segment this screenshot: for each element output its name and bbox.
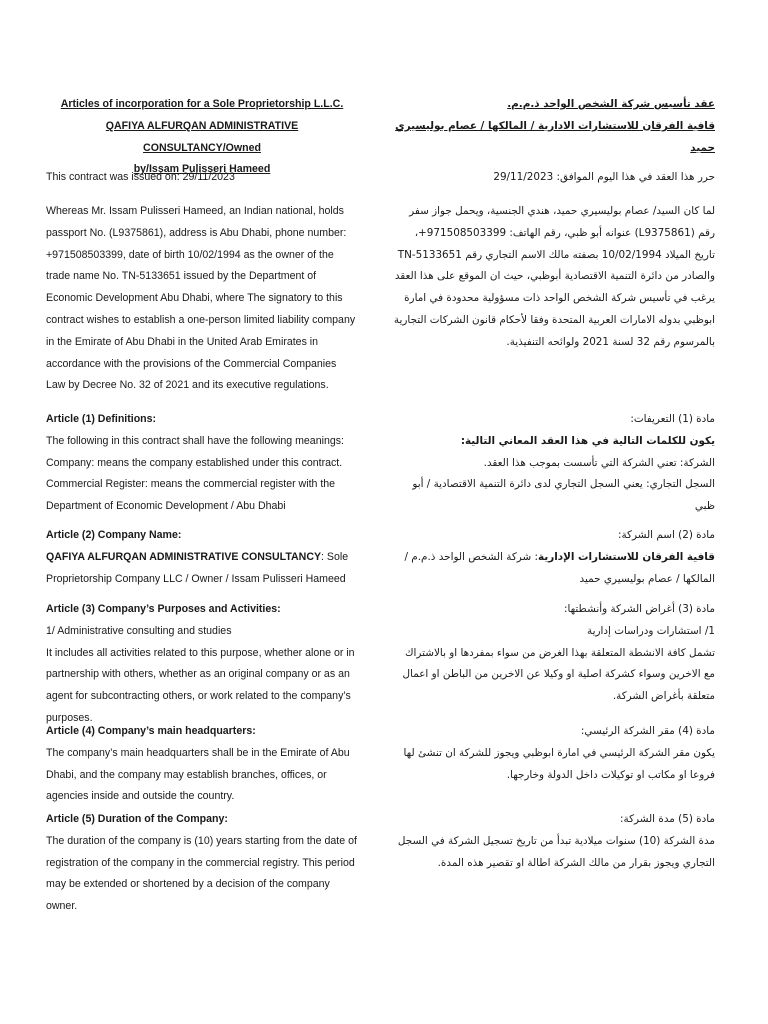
- en-article-3: [46, 599, 358, 730]
- en-article-4-heading: Article (4) Company’s main headquarters:: [46, 725, 256, 737]
- ar-article-1-line1: يكون للكلمات التالية في هذا العقد المعاني التالية:: [460, 434, 715, 447]
- en-article-3-line2: It includes all activities related to this purpose, whether alone or in partnership with others, whether as an original company or as an agent for subcontracting others, or work related to the company’s purposes.: [46, 646, 355, 724]
- ar-article-3-line1: 1/ استشارات ودراسات إدارية: [587, 624, 715, 637]
- ar-article-4-heading: مادة (4) مقر الشركة الرئيسي:: [580, 725, 715, 737]
- en-article-1: [46, 409, 358, 518]
- ar-article-3: [393, 599, 715, 708]
- en-article-5-line1: The duration of the company is (10) years starting from the date of registration of the company in the commercial registry. This period may be extended or shortened by a decision of the company owner.: [46, 834, 357, 913]
- ar-article-4: [393, 721, 715, 786]
- en-article-3-line1: 1/ Administrative consulting and studies: [46, 624, 232, 637]
- en-article-1-line2: Company: means the company established under this contract.: [46, 456, 343, 469]
- ar-article-1-line2: الشركة: تعني الشركة التي تأسست بموجب هذا العقد.: [483, 456, 715, 469]
- en-issued-date: This contract was issued on: 29/11/2023: [46, 171, 235, 183]
- ar-title-line1: عقد تأسيس شركة الشخص الواحد ذ.م.م.: [507, 98, 715, 110]
- en-article-2-body: [46, 547, 358, 591]
- ar-article-5: [393, 809, 715, 874]
- en-article-2-heading: Article (2) Company Name:: [46, 529, 182, 541]
- en-article-4: [46, 721, 358, 808]
- ar-title: [393, 94, 715, 159]
- en-company-name-rest: : Sole Proprietorship Company LLC / Owner / Issam Pulisseri Hameed: [46, 550, 349, 585]
- en-title-line3: by/Issam Pulisseri Hameed: [133, 163, 271, 176]
- ar-issued-date: حرر هذا العقد في هذا اليوم الموافق: 29/11/2023: [493, 171, 715, 183]
- ar-article-3-line2: تشمل كافة الانشطة المتعلقة بهذا الغرض من سواء بمفردها او بالاشتراك مع الاخرين وسواء كشركة اصلية او وكيلا عن الاخرين من الباطن او اعمال متعلقة بأغراض الشركة.: [402, 646, 715, 703]
- ar-article-2: [393, 525, 715, 590]
- en-article-1-line3: Commercial Register: means the commercial register with the Department of Economic Development / Abu Dhabi: [46, 478, 336, 513]
- ar-title-line2: قافية الفرقان للاستشارات الادارية / المالكها / عصام بوليسيري حميد: [395, 119, 715, 154]
- ar-article-1: [393, 409, 715, 518]
- ar-company-name-rest: : شركة الشخص الواحد ذ.م.م / المالكها / عصام بوليسيري حميد: [404, 550, 715, 585]
- ar-article-1-heading: مادة (1) التعريفات:: [630, 413, 715, 425]
- en-article-4-line1: The company’s main headquarters shall be in the Emirate of Abu Dhabi, and the company may establish branches, offices, or agencies inside and outside the country.: [46, 746, 350, 803]
- ar-article-3-heading: مادة (3) أغراض الشركة وأنشطتها:: [563, 603, 715, 615]
- en-title-line2: QAFIYA ALFURQAN ADMINISTRATIVE CONSULTANCY/Owned: [105, 119, 299, 154]
- ar-article-4-line1: يكون مقر الشركة الرئيسي في امارة ابوظبي ويجوز للشركة ان تنشئ لها فروعا او مكاتب او توكيلات داخل الدولة وخارجها.: [403, 746, 715, 781]
- ar-company-name: قافية الفرقان للاستشارات الإدارية: [538, 550, 715, 563]
- ar-article-1-line3: السجل التجاري: يعني السجل التجاري لدى دائرة التنمية الاقتصادية / أبو ظبي: [412, 478, 715, 513]
- en-company-name: QAFIYA ALFURQAN ADMINISTRATIVE CONSULTANCY: [46, 550, 322, 563]
- en-whereas-paragraph: Whereas Mr. Issam Pulisseri Hameed, an Indian national, holds passport No. (L9375861), address is Abu Dhabi, phone number: +971508503399, date of birth 10/02/1994 as the owner of the trade name No. TN-5133651 issued by the Department of Economic Development Abu Dhabi, where The signatory to this contract wishes to establish a one-person limited liability company in the Emirate of Abu Dhabi in the United Arab Emirates in accordance with the provisions of the Commercial Companies Law by Decree No. 32 of 2021 and its executive regulations.: [46, 205, 356, 392]
- en-title-line1: Articles of incorporation for a Sole Proprietorship L.L.C.: [60, 98, 344, 110]
- en-article-5-heading: Article (5) Duration of the Company:: [46, 813, 228, 825]
- en-article-3-heading: Article (3) Company’s Purposes and Activities:: [46, 603, 281, 615]
- en-article-1-heading: Article (1) Definitions:: [46, 413, 157, 425]
- ar-article-5-line1: مدة الشركة (10) سنوات ميلادية تبدأ من تاريخ تسجيل الشركة في السجل التجاري ويجوز بقرار من مالك الشركة اطالة او تقصير هذه المدة.: [397, 834, 715, 869]
- ar-whereas-paragraph: لما كان السيد/ عصام بوليسيري حميد، هندي الجنسية، ويحمل جواز سفر رقم (L9375861) عنوانه أبو ظبي، رقم الهاتف: 971508503399+، تاريخ الميلاد 10/02/1994 بصفته مالك الاسم التجاري رقم TN-5133651 والصادر من دائرة التنمية الاقتصادية أبوظبي، حيث ان الموقع على هذا العقد يرغب في تأسيس شركة الشخص الواحد ذات مسؤولية محدودة في امارة ابوظبي بدوله الامارات العربية المتحدة وفقا لأحكام قانون الشركات التجارية بالمرسوم رقم 32 لسنة 2021 ولوائحه التنفيذية.: [393, 205, 715, 348]
- ar-article-2-heading: مادة (2) اسم الشركة:: [617, 529, 715, 541]
- en-article-5: [46, 809, 358, 918]
- ar-article-5-heading: مادة (5) مدة الشركة:: [620, 813, 715, 825]
- en-article-2: [46, 525, 358, 590]
- ar-article-2-body: [393, 547, 715, 591]
- en-article-1-line1: The following in this contract shall have the following meanings:: [46, 434, 344, 447]
